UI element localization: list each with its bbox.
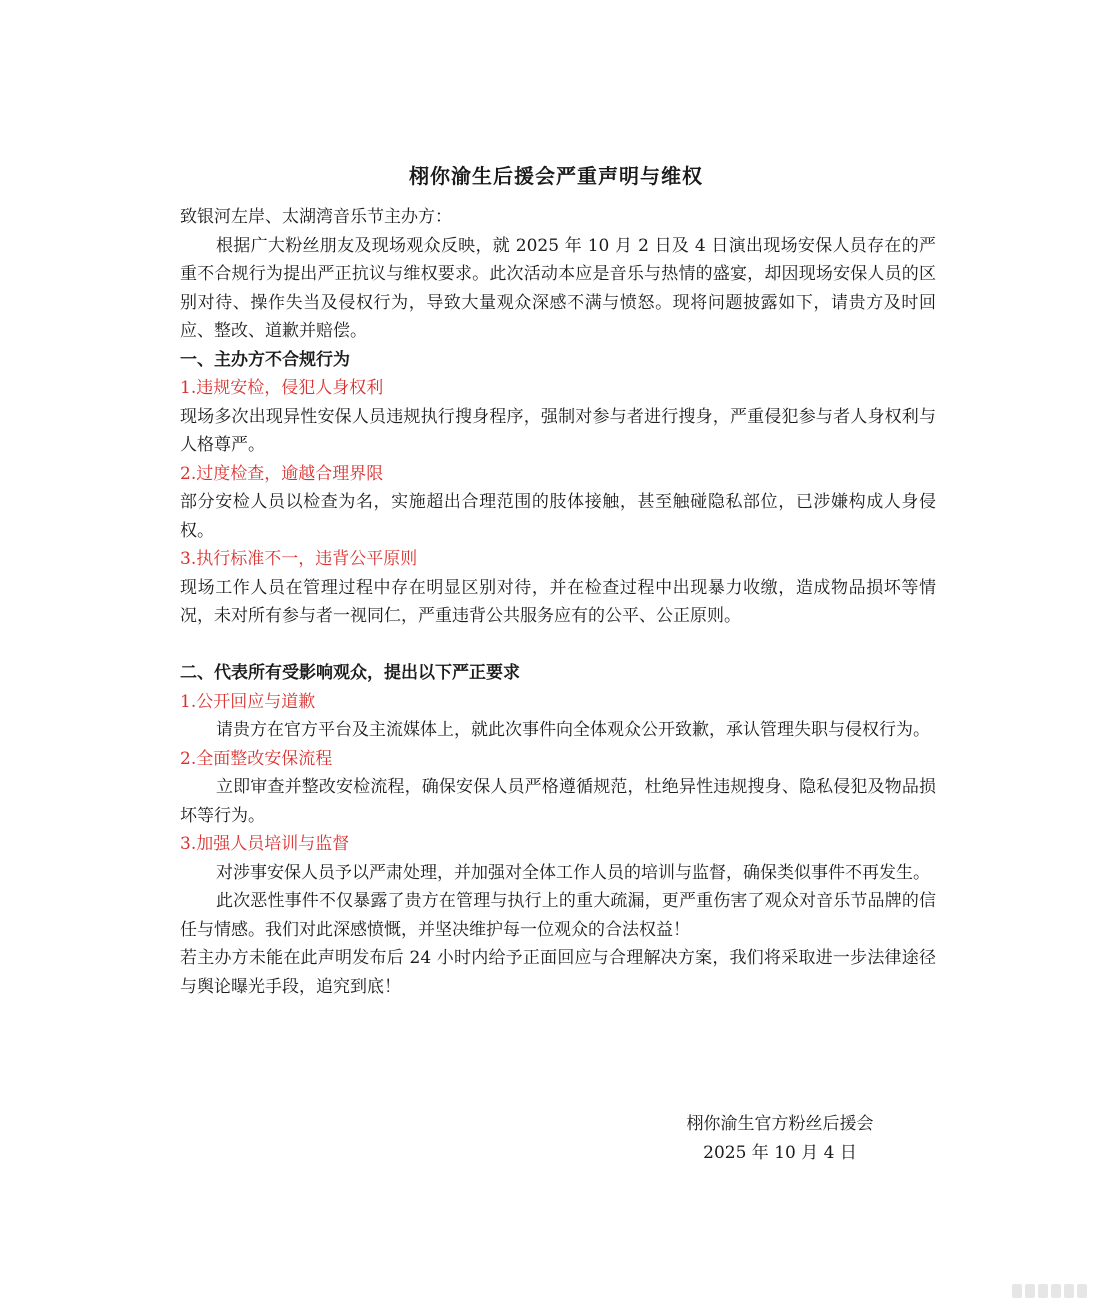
watermark-glyph-icon bbox=[1051, 1284, 1061, 1298]
section2-item3-title: 3.加强人员培训与监督 bbox=[180, 834, 350, 854]
section1-heading: 一、主办方不合规行为 bbox=[180, 349, 350, 370]
section2-item2-title: 2.全面整改安保流程 bbox=[180, 748, 333, 769]
section1-item2-text: 部分安检人员以检查为名，实施超出合理范围的肢体接触，甚至触碰隐私部位，已涉嫌构成人身侵权。 bbox=[180, 492, 936, 541]
signature-date: 2025 年 10 月 4 日 bbox=[703, 1143, 857, 1163]
intro-paragraph: 根据广大粉丝朋友及现场观众反映，就 2025 年 10 月 2 日及 4 日演出现场安保人员存在的严重不合规行为提出严正抗议与维权要求。此次活动本应是音乐与热情的盛宴，却因现场安保人员的区别对待、操作失当及侵权行为，导致大量观众深感不满与愤怒。现将问题披露如下，请贵方及时回应、整改、道歉并赔偿。 bbox=[180, 235, 936, 341]
watermark-glyph-icon bbox=[1025, 1284, 1035, 1298]
watermark-glyph-icon bbox=[1064, 1284, 1074, 1298]
section2-heading: 二、代表所有受影响观众，提出以下严正要求 bbox=[180, 663, 520, 683]
watermark-icon bbox=[1012, 1282, 1092, 1300]
section1-item3-title: 3.执行标准不一，违背公平原则 bbox=[180, 549, 418, 569]
watermark-glyph-icon bbox=[1012, 1284, 1022, 1298]
watermark-glyph-icon bbox=[1038, 1284, 1048, 1298]
section2-item1-text: 请贵方在官方平台及主流媒体上，就此次事件向全体观众公开致歉，承认管理失职与侵权行为。 bbox=[216, 720, 930, 740]
section1-item1-title: 1.违规安检，侵犯人身权利 bbox=[180, 378, 384, 398]
section1-item3-text: 现场工作人员在管理过程中存在明显区别对待，并在检查过程中出现暴力收缴，造成物品损坏等情况，未对所有参与者一视同仁，严重违背公共服务应有的公平、公正原则。 bbox=[180, 577, 936, 626]
salutation: 致银河左岸、太湖湾音乐节主办方： bbox=[180, 207, 452, 227]
watermark-glyph-icon bbox=[1077, 1284, 1087, 1298]
closing-paragraph-1: 此次恶性事件不仅暴露了贵方在管理与执行上的重大疏漏，更严重伤害了观众对音乐节品牌的信任与情感。我们对此深感愤慨，并坚决维护每一位观众的合法权益！ bbox=[180, 891, 936, 940]
closing-paragraph-2: 若主办方未能在此声明发布后 24 小时内给予正面回应与合理解决方案，我们将采取进一步法律途径与舆论曝光手段，追究到底！ bbox=[180, 948, 937, 997]
section2-item3-text: 对涉事安保人员予以严肃处理，并加强对全体工作人员的培训与监督，确保类似事件不再发生。 bbox=[216, 862, 930, 883]
section2-item2-text: 立即审查并整改安检流程，确保安保人员严格遵循规范，杜绝异性违规搜身、隐私侵犯及物品损坏等行为。 bbox=[180, 777, 936, 826]
section2-item1-title: 1.公开回应与道歉 bbox=[180, 691, 316, 712]
document-title: 栩你渝生后援会严重声明与维权 bbox=[409, 164, 703, 188]
signature-org: 栩你渝生官方粉丝后援会 bbox=[686, 1114, 874, 1134]
document-body bbox=[180, 203, 936, 1001]
section1-item1-text: 现场多次出现异性安保人员违规执行搜身程序，强制对参与者进行搜身，严重侵犯参与者人身权利与人格尊严。 bbox=[180, 406, 936, 455]
signature-block bbox=[660, 1110, 900, 1168]
section1-item2-title: 2.过度检查，逾越合理界限 bbox=[180, 463, 384, 484]
section-spacer bbox=[180, 631, 936, 660]
